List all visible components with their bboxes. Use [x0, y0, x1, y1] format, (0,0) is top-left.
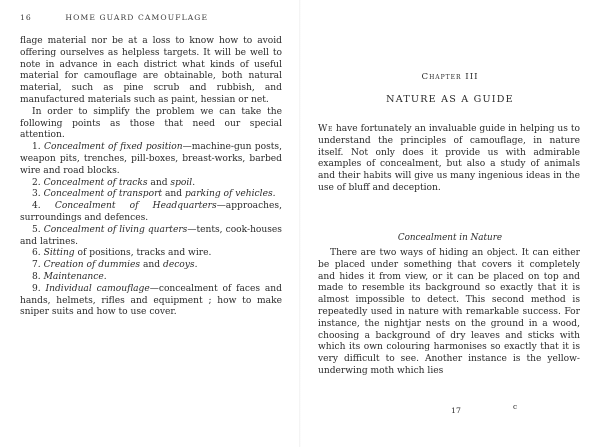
running-head — [20, 13, 208, 22]
list-item: 8. Maintenance. — [32, 271, 107, 282]
list-item: 5. Concealment of living quarters—tents, cook-houses and latrines. — [20, 224, 282, 247]
list-item: 6. Sitting of positions, tracks and wire. — [32, 248, 212, 259]
right-page — [300, 0, 600, 447]
second-paragraph: There are two ways of hiding an object. It can either be placed under something that covers it completely and hides it from view, or it can be placed on top and made to resemble its background so exactly that it is almost impossible to detect. This second method is repeatedly used in nature with remarkable success. For instance, the nightjar nests on the ground in a wood, choosing a background of dry leaves and sticks with which its own colouring harmonises so exactly that it is very difficult to see. Another instance is the yellow-underwing moth which lies — [318, 248, 580, 376]
list-item: 7. Creation of dummies and decoys. — [32, 260, 198, 271]
signature-mark: c — [513, 402, 518, 411]
right-page-number: 17 — [451, 406, 461, 415]
list-item: 1. Concealment of fixed position—machine-gun posts, weapon pits, trenches, pill-boxes, breast-works, barbed wire and road blocks. — [20, 142, 282, 176]
points-paragraph: In order to simplify the problem we can take the following points as those that need our special attention. — [20, 106, 282, 141]
chapter-title: NATURE AS A GUIDE — [386, 94, 514, 105]
opening-small-caps: We — [318, 124, 333, 134]
opening-paragraph-block — [318, 124, 580, 195]
intro-paragraph: flage material nor be at a loss to know how to avoid offering ourselves as helpless targets. It will be well to note in advance in each district what kinds of useful material for camouflage are obtainable, both natural material, such as pine scrub and rubbish, and manufactured materials such as paint, hessian or net. — [20, 36, 282, 105]
list-item: 2. Concealment of tracks and spoil. — [32, 177, 196, 188]
list-item: 3. Concealment of transport and parking of vehicles. — [32, 189, 276, 200]
left-page-number: 16 — [20, 13, 32, 22]
section-subheading: Concealment in Nature — [397, 233, 503, 243]
opening-paragraph: We have fortunately an invaluable guide in helping us to understand the principles of camouflage, in nature itself. Not only does it provide us with admirable examples of concealment, but also a study of animals and their habits will give us many ingenious ideas in the use of bluff and deception. — [318, 124, 580, 193]
second-paragraph-block — [318, 248, 580, 378]
chapter-label: Chapter III — [421, 72, 479, 82]
left-page-body — [20, 36, 282, 319]
list-item: 9. Individual camouflage—concealment of faces and hands, helmets, rifles and equipment ; how to make sniper suits and how to use cover. — [20, 283, 282, 318]
running-head-title: HOME GUARD CAMOUFLAGE — [65, 13, 209, 22]
list-item: 4. Concealment of Headquarters—approaches, surroundings and defences. — [20, 201, 282, 223]
